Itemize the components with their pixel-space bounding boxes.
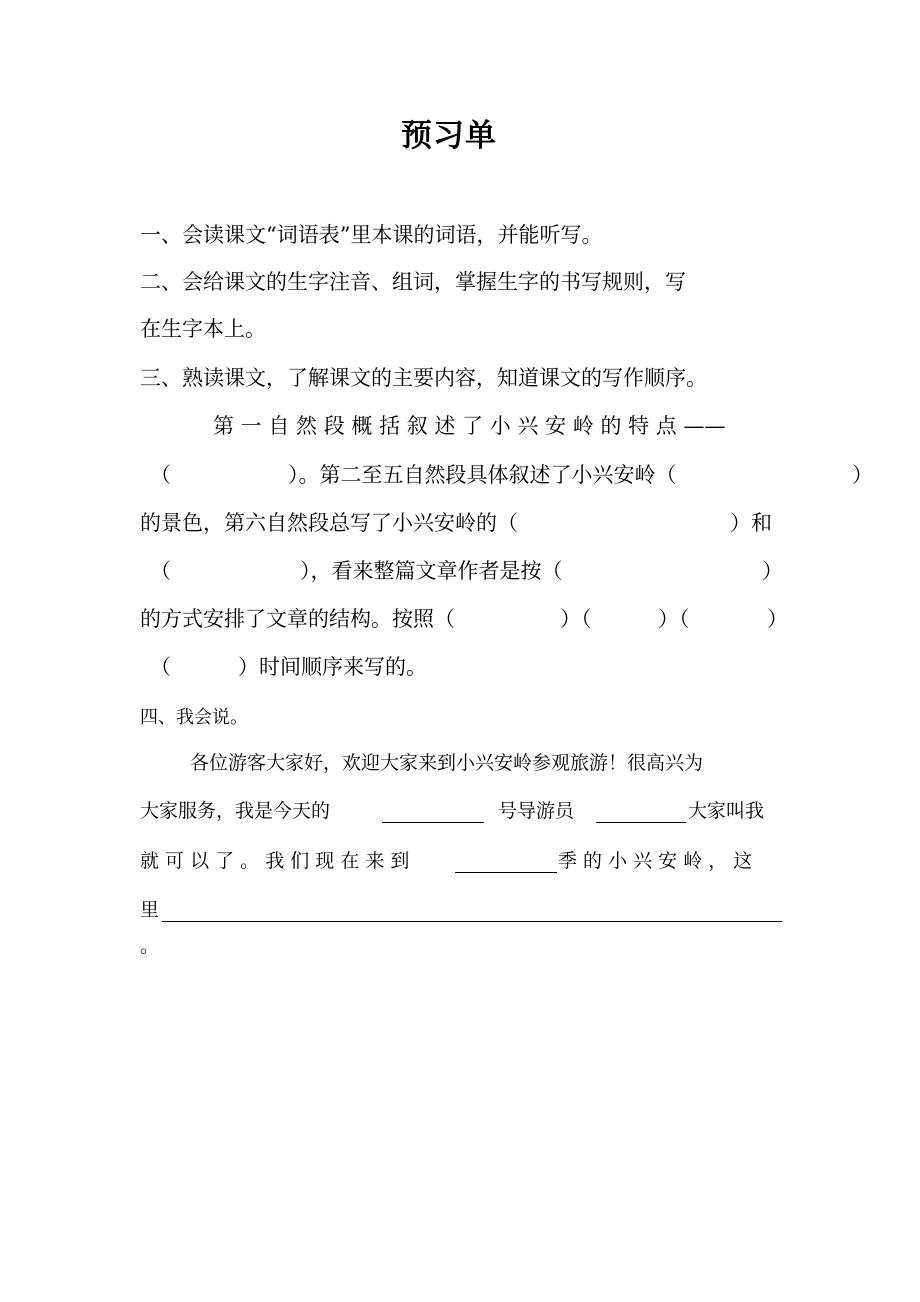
section-1-text: 一、会读课文“词语表”里本课的词语，并能听写。 [140, 223, 603, 247]
section-4-line-1: 各位游客大家好，欢迎大家来到小兴安岭参观旅游！很高兴为 [190, 752, 704, 774]
section-4-line-5: 。 [140, 935, 160, 957]
speech-text: 就 可 以 了 。 我 们 现 在 来 到 [140, 850, 410, 872]
section-4-heading: 四、我会说。 [140, 707, 248, 728]
paren-pair: ）（ [560, 607, 592, 631]
blank-line[interactable] [455, 871, 557, 873]
speech-text: 季 的 小 兴 安 岭 ， 这 [558, 850, 753, 872]
section-3-heading: 三、熟读课文，了解课文的主要内容，知道课文的写作顺序。 [140, 366, 707, 390]
open-paren: （ [150, 463, 171, 487]
section-2-line-2: 在生字本上。 [140, 317, 266, 341]
blank-line[interactable] [596, 821, 686, 823]
blank-line[interactable] [382, 821, 484, 823]
speech-text: 号导游员 [498, 800, 575, 822]
speech-text: 大家服务，我是今天的 [140, 800, 331, 822]
paragraph-text: 的景色，第六自然段总写了小兴安岭的（ [140, 511, 518, 535]
paragraph-text: ）时间顺序来写的。 [238, 655, 427, 679]
close-paren: ） [767, 607, 788, 631]
close-paren: ） [762, 559, 783, 583]
blank-line[interactable] [162, 920, 782, 922]
speech-text: 大家叫我 [688, 800, 765, 822]
paragraph-text: ），看来整篇文章作者是按（ [300, 559, 563, 583]
paren-pair: ）（ [658, 607, 690, 631]
open-paren: （ [150, 655, 171, 679]
speech-text: 里 [140, 899, 160, 921]
paragraph-text: ）。第二至五自然段具体叙述了小兴安岭（ [288, 463, 677, 487]
close-paren: ） [852, 463, 873, 487]
page-title: 预习单 [401, 118, 497, 154]
section-3-paragraph-line-1: 第 一 自 然 段 概 括 叙 述 了 小 兴 安 岭 的 特 点 —— [213, 414, 726, 438]
paragraph-text: 的方式安排了文章的结构。按照（ [140, 607, 455, 631]
paragraph-text: ）和 [730, 511, 772, 535]
section-2-line-1: 二、会给课文的生字注音、组词，掌握生字的书写规则，写 [140, 270, 686, 294]
open-paren: （ [150, 559, 171, 583]
